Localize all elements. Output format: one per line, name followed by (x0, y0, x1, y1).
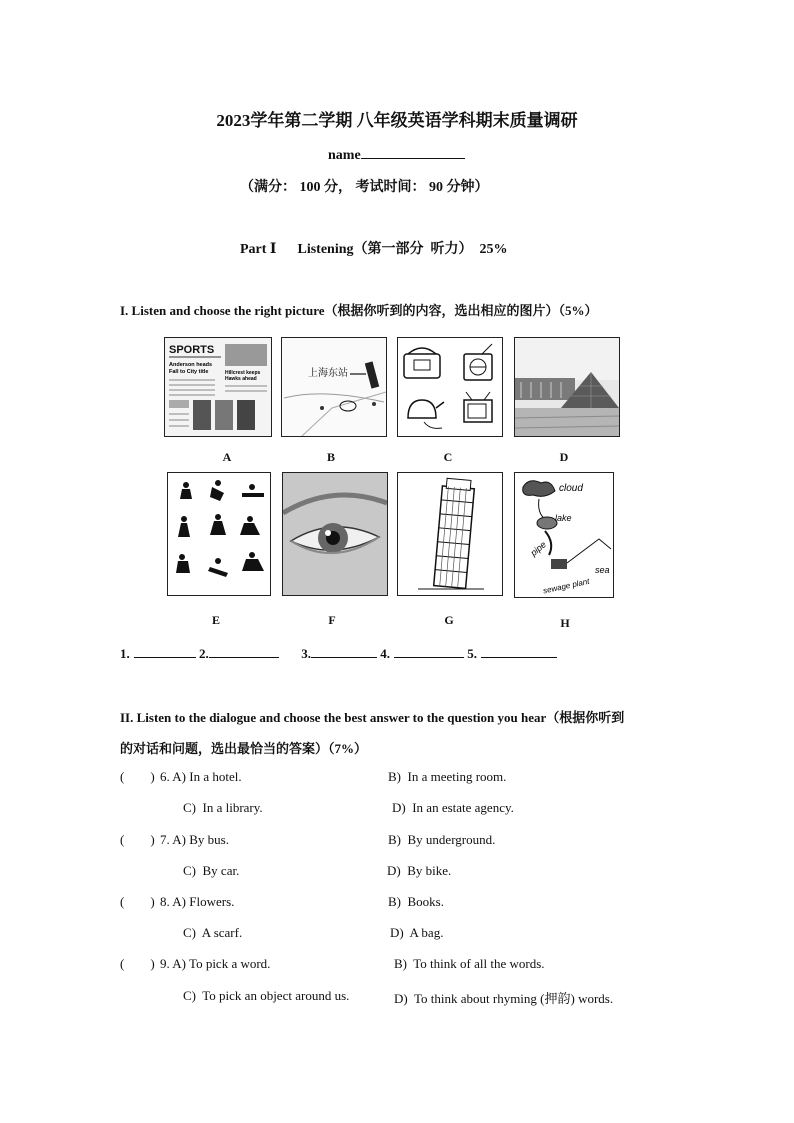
answer-label-5: 5. (467, 646, 477, 661)
svg-text:Fall to City title: Fall to City title (169, 369, 209, 375)
svg-text:Anderson heads: Anderson heads (169, 362, 213, 368)
newspaper-icon (165, 338, 271, 436)
answer-label-2: 2. (199, 646, 209, 661)
question-8-option-a: 8. A) Flowers. (160, 894, 235, 909)
section2-heading-line1: II. Listen to the dialogue and choose the best answer to the question you hear（根据你听到 (120, 710, 625, 725)
question-7-option-b: B) By underground. (388, 832, 496, 847)
question-9-option-b: B) To think of all the words. (394, 956, 545, 971)
picture-letter: A (222, 450, 232, 464)
picture-letter: D (559, 450, 569, 464)
answer-label-3: 3. (301, 646, 311, 661)
picture-letter: C (443, 450, 453, 464)
question-8-option-c: C) A scarf. (183, 925, 243, 940)
eye-icon (283, 473, 387, 595)
question-7-option-a: 7. A) By bus. (160, 832, 229, 847)
map-icon (282, 338, 386, 436)
question-8-option-d: D) A bag. (390, 925, 444, 940)
question-8-option-b: B) Books. (388, 894, 444, 909)
pipe-label: pipe (528, 539, 549, 558)
question-9-option-c: C) To pick an object around us. (183, 988, 350, 1003)
picture-a[interactable] (164, 337, 272, 437)
louvre-pyramid-icon (515, 338, 619, 436)
question-7-paren[interactable]: ( ) (120, 832, 155, 847)
picture-letter: B (326, 450, 335, 464)
exam-title: 2023学年第二学期 八年级英语学科期末质量调研 (216, 111, 578, 130)
lake-label: lake (555, 513, 572, 523)
picture-letter: H (560, 616, 570, 630)
newspaper-masthead: SPORTS (169, 344, 215, 356)
question-9-option-d: D) To think about rhyming (押韵) words. (394, 991, 614, 1006)
picture-b[interactable] (281, 337, 387, 437)
name-field[interactable] (328, 146, 465, 164)
question-6-option-d: D) In an estate agency. (392, 800, 514, 815)
sea-label: sea (595, 565, 610, 575)
picture-h[interactable] (514, 472, 614, 598)
answer-blank-3[interactable] (311, 645, 377, 658)
question-6-option-a: 6. A) In a hotel. (160, 769, 242, 784)
water-cycle-map-icon (515, 473, 613, 597)
question-9-option-a: 9. A) To pick a word. (160, 956, 271, 971)
answer-blank-2[interactable] (209, 645, 279, 658)
answer-line (120, 645, 557, 662)
svg-text:Hawks ahead: Hawks ahead (225, 376, 257, 382)
section2-heading-line2: 的对话和问题，选出最恰当的答案）（7%） (120, 741, 368, 756)
name-blank[interactable] (361, 146, 465, 159)
answer-blank-5[interactable] (481, 645, 557, 658)
answer-label-1: 1. (120, 646, 130, 661)
answer-label-4: 4. (380, 646, 390, 661)
question-7-option-d: D) By bike. (387, 863, 452, 878)
station-label: 上海东站 (308, 368, 348, 379)
section1-heading: I. Listen and choose the right picture（根据你听到的内容，选出相应的图片）（5%） (120, 303, 598, 318)
cloud-label: cloud (559, 483, 583, 494)
picture-g[interactable] (397, 472, 503, 596)
answer-blank-4[interactable] (394, 645, 464, 658)
svg-text:Hillcrest keeps: Hillcrest keeps (225, 370, 261, 376)
picture-letter: F (328, 613, 336, 627)
leaning-tower-icon (398, 473, 502, 595)
question-7-option-c: C) By car. (183, 863, 240, 878)
question-6-option-c: C) In a library. (183, 800, 263, 815)
picture-f[interactable] (282, 472, 388, 596)
picture-letter: G (444, 613, 454, 627)
answer-blank-1[interactable] (134, 645, 196, 658)
picture-d[interactable] (514, 337, 620, 437)
picture-c[interactable] (397, 337, 503, 437)
question-6-option-b: B) In a meeting room. (388, 769, 507, 784)
sports-pictograms-icon (168, 473, 270, 595)
sewage-plant-label: sewage plant (542, 576, 591, 596)
question-8-paren[interactable]: ( ) (120, 894, 155, 909)
name-label: name (328, 148, 361, 163)
part1-heading: Part Ⅰ Listening（第一部分 听力） 25% (240, 242, 508, 257)
question-9-paren[interactable]: ( ) (120, 956, 155, 971)
score-info: （满分： 100 分， 考试时间： 90 分钟） (240, 180, 489, 195)
picture-letter: E (211, 613, 220, 627)
question-6-paren[interactable]: ( ) (120, 769, 155, 784)
appliances-icon (398, 338, 502, 436)
picture-e[interactable] (167, 472, 271, 596)
